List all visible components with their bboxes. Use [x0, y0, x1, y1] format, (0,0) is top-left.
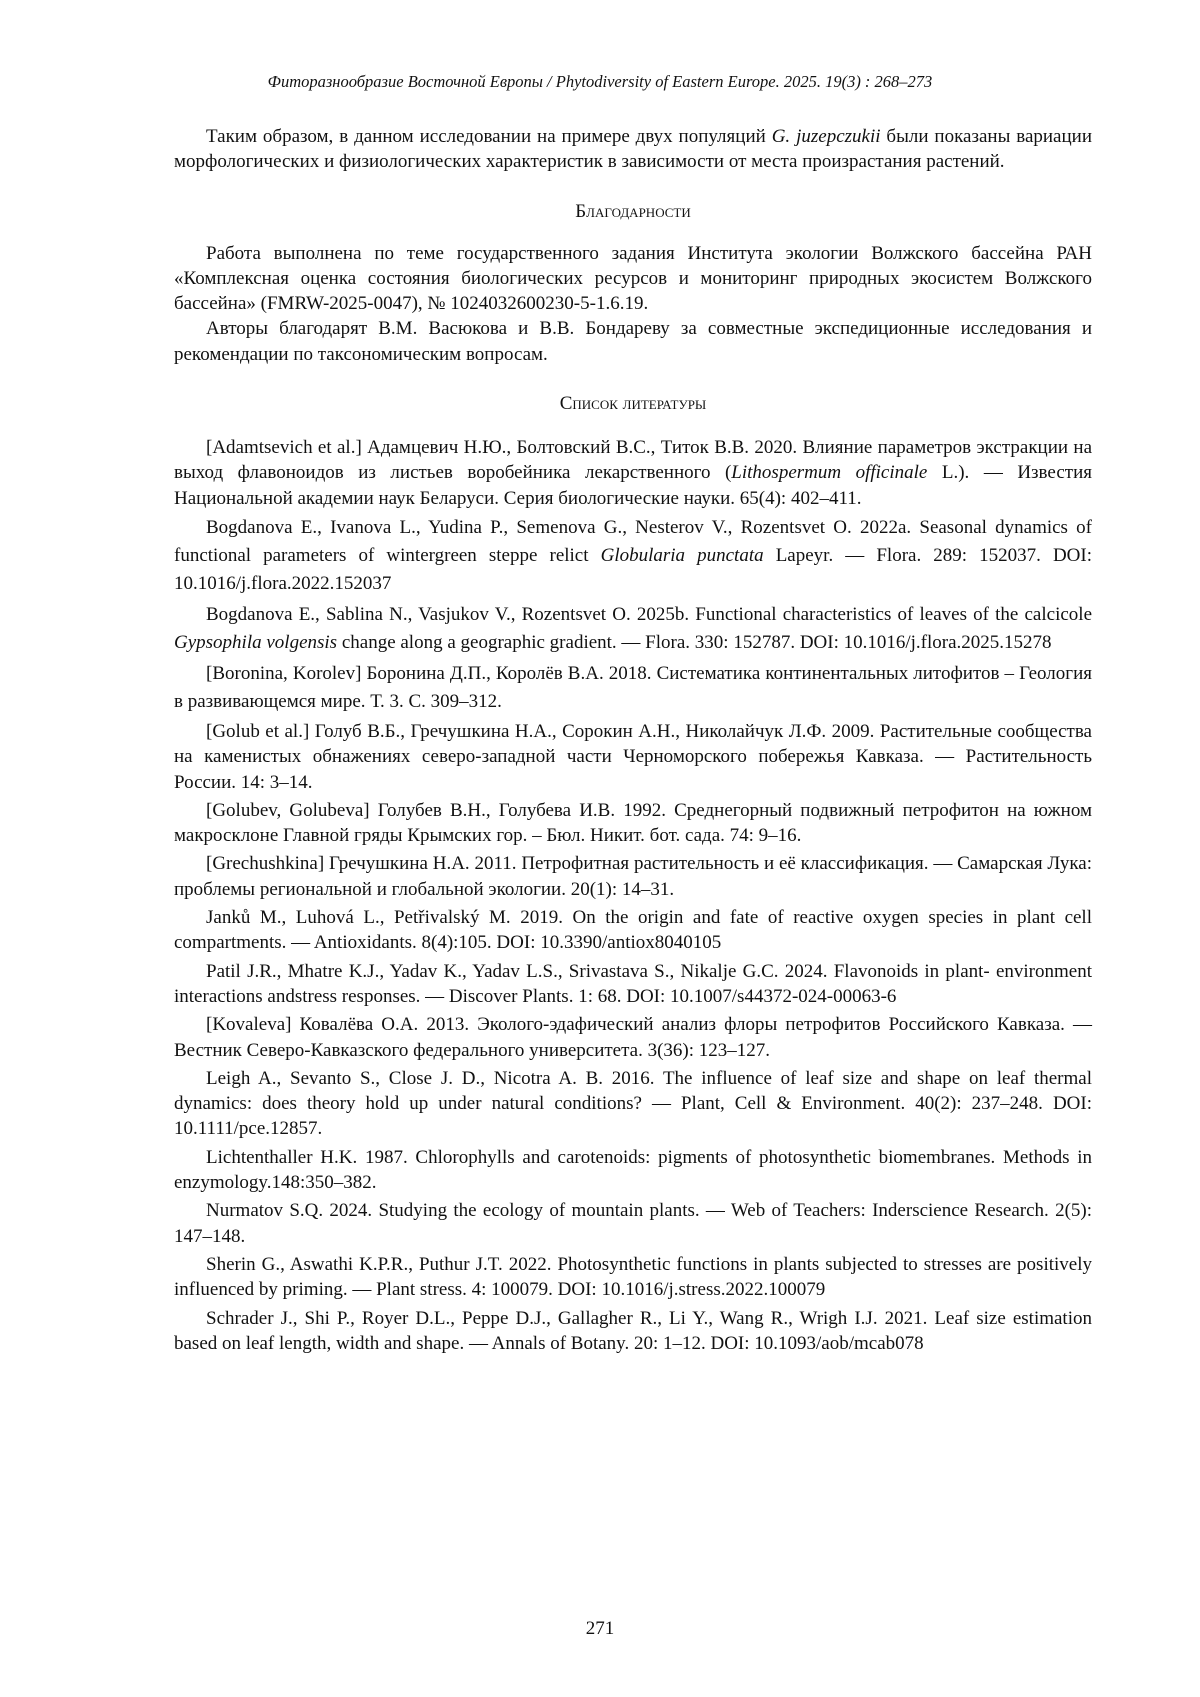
- reference-text: Lapeyr. — Flora. 289: 152037. DOI: 10.1016/j.flora.2022.152037: [174, 544, 1092, 594]
- reference-item: Leigh A., Sevanto S., Close J. D., Nicotra A. B. 2016. The influence of leaf size and shape on leaf thermal dynamics: does theory hold up under natural conditions? — Plant, Cell & Environment. 40(2): 237–248. DOI: 10.1111/pce.12857.: [174, 1067, 1092, 1140]
- reference-item: Sherin G., Aswathi K.P.R., Puthur J.T. 2022. Photosynthetic functions in plants subjected to stresses are positively influenced by priming. — Plant stress. 4: 100079. DOI: 10.1016/j.stress.2022.100079: [174, 1253, 1092, 1301]
- page-body: [174, 124, 1092, 1359]
- acknowledgements-heading: Благодарности: [575, 200, 691, 222]
- reference-list: [174, 435, 1092, 1356]
- reference-text: L.). — Известия Национальной академии наук Беларуси. Серия биологические науки. 65(4): 402–411.: [174, 462, 1092, 509]
- reference-item: [174, 514, 1092, 598]
- reference-item: Schrader J., Shi P., Royer D.L., Peppe D.J., Gallagher R., Li Y., Wang R., Wrigh I.J. 2021. Leaf size estimation based on leaf length, width and shape. — Annals of Botany. 20: 1–12. DOI: 10.1093/aob/mcab078: [174, 1307, 1092, 1354]
- page-number: 271: [585, 1618, 615, 1639]
- reference-item: [174, 601, 1092, 657]
- reference-item: [Kovaleva] Ковалёва О.А. 2013. Эколого-эдафический анализ флоры петрофитов Российского Кавказа. — Вестник Северо-Кавказского федерального университета. 3(36): 123–127.: [174, 1014, 1092, 1061]
- reference-text: change along a geographic gradient. — Flora. 330: 152787. DOI: 10.1016/j.flora.2025.15278: [337, 631, 1052, 653]
- intro-paragraph: [174, 124, 1092, 175]
- reference-text: Bogdanova E., Sablina N., Vasjukov V., Rozentsvet O. 2025b. Functional characteristics of leaves of the calcicole: [206, 603, 1092, 625]
- acknowledgements-paragraph: Работа выполнена по теме государственного задания Института экологии Волжского бассейна РАН «Комплексная оценка состояния биологических ресурсов и мониторинг природных экосистем Волжского бассейна» (FMRW-2025-0047), № 1024032600230-5-1.6.19.: [174, 242, 1092, 315]
- running-header: Фиторазнообразие Восточной Европы / Phytodiversity of Eastern Europe. 2025. 19(3) : 268–273: [267, 72, 933, 91]
- reference-item: [Golub et al.] Голуб В.Б., Гречушкина Н.А., Сорокин А.Н., Николайчук Л.Ф. 2009. Растительные сообщества на каменистых обнажениях северо-западной части Черноморского побережья Кавказа. — Растительность России. 14: 3–14.: [174, 720, 1092, 793]
- reference-species: Gypsophila volgensis: [174, 631, 338, 653]
- reference-text: Bogdanova E., Ivanova L., Yudina P., Semenova G., Nesterov V., Rozentsvet O. 2022a. Seasonal dynamics of functional parameters of wintergreen steppe relict: [174, 516, 1092, 566]
- intro-text-start: Таким образом, в данном исследовании на примере двух популяций: [206, 126, 772, 147]
- reference-item: Nurmatov S.Q. 2024. Studying the ecology of mountain plants. — Web of Teachers: Inderscience Research. 2(5): 147–148.: [174, 1200, 1092, 1247]
- acknowledgements-paragraph: Авторы благодарят В.М. Васюкова и В.В. Бондареву за совместные экспедиционные исследования и рекомендации по таксономическим вопросам.: [174, 318, 1092, 365]
- reference-item: [Boronina, Korolev] Боронина Д.П., Королёв В.А. 2018. Систематика континентальных литофитов – Геология в развивающемся мире. Т. 3. С. 309–312.: [174, 662, 1092, 712]
- reference-item: Janků M., Luhová L., Petřivalský M. 2019. On the origin and fate of reactive oxygen species in plant cell compartments. — Antioxidants. 8(4):105. DOI: 10.3390/antiox8040105: [174, 907, 1092, 954]
- reference-item: Lichtenthaller H.K. 1987. Chlorophylls and carotenoids: pigments of photosynthetic biomembranes. Methods in enzymology.148:350–382.: [174, 1146, 1092, 1194]
- reference-species: Globularia punctata: [600, 544, 764, 566]
- references-heading: Список литературы: [559, 393, 707, 415]
- species-name: G. juzepczukii: [771, 126, 881, 147]
- reference-item: [174, 435, 1092, 511]
- reference-item: [Grechushkina] Гречушкина Н.А. 2011. Петрофитная растительность и её классификация. — Самарская Лука: проблемы региональной и глобальной экологии. 20(1): 14–31.: [174, 853, 1092, 900]
- reference-text: [Adamtsevich et al.] Адамцевич Н.Ю., Болтовский В.С., Титок В.В. 2020. Влияние параметров экстракции на выход флавоноидов из листьев воробейника лекарственного (: [174, 437, 1092, 484]
- reference-item: Patil J.R., Mhatre K.J., Yadav K., Yadav L.S., Srivastava S., Nikalje G.C. 2024. Flavonoids in plant- environment interactions andstress responses. — Discover Plants. 1: 68. DOI: 10.1007/s44372-024-00063-6: [174, 960, 1092, 1007]
- reference-item: [Golubev, Golubeva] Голубев В.Н., Голубева И.В. 1992. Среднегорный подвижный петрофитон на южном макросклоне Главной гряды Крымских гор. – Бюл. Никит. бот. сада. 74: 9–16.: [174, 799, 1092, 847]
- reference-species: Lithospermum officinale: [731, 462, 928, 484]
- intro-text-end: были показаны вариации морфологических и физиологических характеристик в зависимости от места произрастания растений.: [174, 126, 1092, 173]
